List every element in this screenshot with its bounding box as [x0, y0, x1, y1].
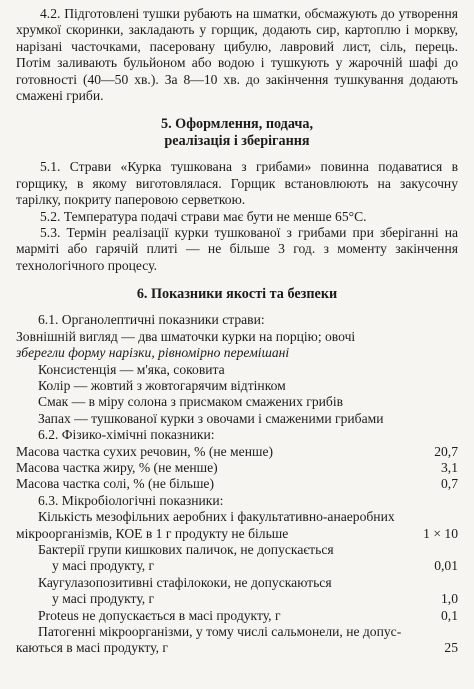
smell-line: Запах — тушкованої курки з овочами і смаженими грибами	[38, 410, 384, 426]
proteus-row	[16, 608, 458, 624]
coli-line1: Бактерії групи кишкових паличок, не допускається	[38, 541, 334, 557]
section-5-title-line2: реалізація і зберігання	[164, 133, 310, 150]
mafanm-value: 1 × 10	[423, 525, 458, 541]
consistency-line: Консистенція — м'яка, соковита	[38, 361, 225, 377]
physchem-label: Масова частка сухих речовин, % (не менше)	[16, 443, 273, 459]
micro-heading: 6.3. Мікробіологічні показники:	[38, 492, 224, 508]
organoleptic-heading: 6.1. Органолептичні показники страви:	[38, 312, 265, 328]
physchem-row-fat	[16, 460, 458, 476]
physchem-row-salt	[16, 476, 458, 492]
mafanm-line2: мікроорганізмів, КОЕ в 1 г продукту не більше	[16, 525, 289, 541]
paragraph-5-2: 5.2. Температура подачі страви має бути не менше 65°С.	[40, 208, 367, 224]
paragraph-5-3: 5.3. Термін реалізації курки тушкованої з грибами при зберіганні на марміті або гарячій плиті — не більше 3 год. з моменту закінчення технологічного процесу.	[16, 225, 458, 273]
section-5-heading	[16, 116, 458, 150]
proteus-value: 0,1	[441, 607, 458, 623]
physchem-heading: 6.2. Фізико-хімічні показники:	[38, 427, 215, 443]
pathogen-row	[16, 640, 458, 656]
physchem-value: 0,7	[441, 476, 458, 492]
paragraph-4-2: 4.2. Підготовлені тушки рубають на шматки, обсмажують до утворення хрумкої скоринки, закладають у горщик, додають сир, картоплю і моркву, нарізані часточками, пасеровану цибулю, лавровий лист, сіль, перець. Потім заливають бульйоном або водою і тушкують у жарочній шафі до готовності (40—50 хв.). За 8—10 хв. до закінчення тушкування додають смажені гриби.	[16, 6, 458, 104]
physchem-label: Масова частка солі, % (не більше)	[16, 476, 214, 492]
taste-line: Смак — в міру солона з присмаком смажених грибів	[38, 394, 344, 410]
coli-value: 0,01	[434, 558, 458, 574]
mafanm-line1: Кількість мезофільних аеробних і факультативно-анаеробних	[38, 509, 395, 525]
physchem-value: 20,7	[434, 443, 458, 459]
pathogen-line1: Патогенні мікроорганізми, у тому числі сальмонели, не допус-	[38, 624, 402, 639]
paragraph-5-1: 5.1. Страви «Курка тушкована з грибами» повинна подаватися в горщику, в якому виготовлялася. Горщик встановлюють на закусочну тарілку, покриту паперовою серветкою.	[16, 159, 458, 208]
section-5-title-line1: 5. Оформлення, подача,	[160, 116, 314, 133]
staph-line2: у масі продукту, г	[52, 591, 155, 607]
pathogen-value: 25	[444, 640, 458, 656]
proteus-label: Proteus не допускається в масі продукту, г	[38, 607, 281, 623]
staph-line1: Каугулазопозитивні стафілококи, не допускаються	[38, 574, 332, 590]
section-6-heading	[16, 286, 458, 303]
coli-line2: у масі продукту, г	[52, 558, 155, 574]
physchem-value: 3,1	[441, 459, 458, 475]
staph-row	[16, 591, 458, 607]
staph-value: 1,0	[441, 591, 458, 607]
section-6-title: 6. Показники якості та безпеки	[136, 286, 338, 303]
appearance-line1: Зовнішній вигляд — два шматочки курки на порцію; овочі	[16, 328, 356, 344]
mafanm-row	[16, 526, 458, 542]
color-line: Колір — жовтий з жовтогарячим відтінком	[38, 377, 286, 393]
physchem-row-dry-matter	[16, 444, 458, 460]
pathogen-line2: каються в масі продукту, г	[16, 640, 168, 656]
appearance-line2: зберегли форму нарізки, рівномірно перемішані	[16, 345, 290, 361]
coli-row	[16, 558, 458, 574]
physchem-label: Масова частка жиру, % (не менше)	[16, 459, 218, 475]
